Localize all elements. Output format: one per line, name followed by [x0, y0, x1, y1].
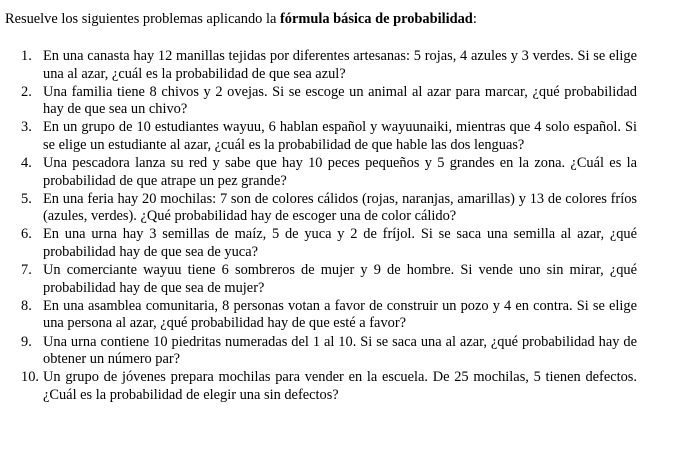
- problem-item: [0, 48, 637, 83]
- problem-text: Un comerciante wayuu tiene 6 sombreros de mujer y 9 de hombre. Si vende uno sin mirar, ¿qué probabilidad hay de que sea de mujer?: [43, 262, 637, 296]
- problem-number: 3.: [21, 119, 32, 136]
- problem-list: [0, 48, 679, 405]
- problem-number: 5.: [21, 190, 32, 207]
- problem-number: 9.: [21, 333, 32, 350]
- problem-text: En una urna hay 3 semillas de maíz, 5 de yuca y 2 de fríjol. Si se saca una semilla al azar, ¿qué probabilidad hay de que sea de yuca?: [43, 226, 637, 261]
- problem-item: [0, 84, 637, 119]
- problem-item: [0, 334, 637, 369]
- problem-number: 4.: [21, 155, 32, 172]
- problem-number: 10.: [21, 369, 39, 386]
- problem-number: 1.: [21, 48, 32, 64]
- problem-text: Una urna contiene 10 piedritas numeradas del 1 al 10. Si se saca una al azar, ¿qué probabilidad hay de obtener un número par?: [43, 333, 637, 368]
- problem-number: 2.: [21, 83, 32, 100]
- problem-item: [0, 155, 637, 190]
- problem-text: En una asamblea comunitaria, 8 personas votan a favor de construir un pozo y 4 en contra. Si se elige una persona al azar, ¿qué probabilidad hay de que esté a favor?: [43, 297, 637, 332]
- problem-number: 7.: [21, 262, 32, 279]
- problem-text: Una familia tiene 8 chivos y 2 ovejas. Si se escoge un animal al azar para marcar, ¿qué probabilidad hay de que sea un chivo?: [43, 83, 637, 118]
- instructions: [5, 11, 675, 29]
- problem-text: En una feria hay 20 mochilas: 7 son de colores cálidos (rojas, naranjas, amarillas) y 13 de colores fríos (azules, verdes). ¿Qué probabilidad hay de escoger una de color cálido?: [43, 190, 637, 225]
- problem-text: En un grupo de 10 estudiantes wayuu, 6 hablan español y wayuunaiki, mientras que 4 solo español. Si se elige un estudiante al azar, ¿cuál es la probabilidad de que hable las dos lenguas?: [43, 119, 637, 153]
- instructions-emphasis: fórmula básica de probabilidad: [279, 11, 473, 27]
- problem-item: [0, 369, 637, 404]
- problem-item: [0, 262, 637, 297]
- problem-text: Un grupo de jóvenes prepara mochilas para vender en la escuela. De 25 mochilas, 5 tienen defectos. ¿Cuál es la probabilidad de elegir una sin defectos?: [43, 369, 637, 403]
- problem-text: Una pescadora lanza su red y sabe que hay 10 peces pequeños y 5 grandes en la zona. ¿Cuál es la probabilidad de que atrape un pez grande?: [43, 155, 637, 189]
- problem-item: [0, 191, 637, 226]
- problem-item: [0, 226, 637, 261]
- problem-item: [0, 119, 637, 154]
- problem-item: [0, 298, 637, 333]
- problem-number: 8.: [21, 297, 32, 314]
- instructions-prefix: Resuelve los siguientes problemas aplicando la: [5, 11, 280, 27]
- problem-text: En una canasta hay 12 manillas tejidas por diferentes artesanas: 5 rojas, 4 azules y 3 verdes. Si se elige una al azar, ¿cuál es la probabilidad de que sea azul?: [43, 48, 637, 82]
- instructions-suffix: :: [472, 11, 477, 27]
- problem-number: 6.: [21, 226, 32, 243]
